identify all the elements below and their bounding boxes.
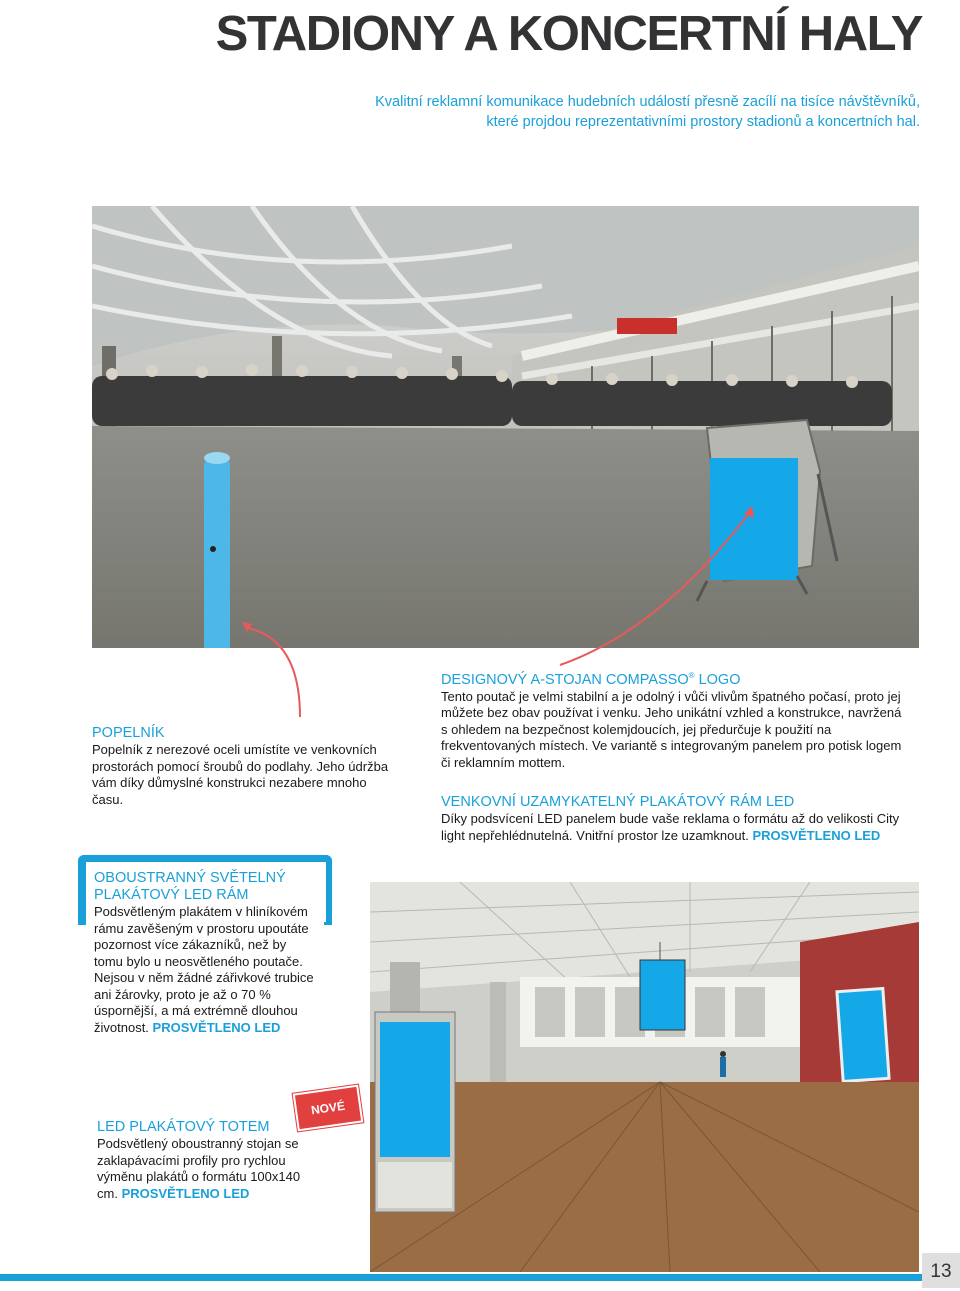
oboustranny-heading-line-2: PLAKÁTOVÝ LED RÁM: [94, 887, 249, 903]
a-stojan-text: Tento poutač je velmi stabilní a je odolný i vůči vlivům špatného počasí, proto jej můžete bez obav používat i venku. Jeho unikátní vzhled a konstrukce, navržená s ohledem na bezpečnost kolemjdoucích, jej předurčuje k použití na frekventovaných místech. Ve variantě s integrovaným panelem pro potisk logem či reklamním mottem.: [441, 688, 902, 770]
popelnik-text: Popelník z nerezové oceli umístíte ve venkovních prostorách pomocí šroubů do podlahy. Jeho údržba vám díky důmyslné konstrukci nezabere mnoho času.: [92, 742, 389, 807]
arrow-ashtray: [248, 628, 300, 717]
hall-photo: [370, 882, 919, 1272]
section-oboustranny: [94, 870, 316, 1036]
popelnik-heading: POPELNÍK: [92, 725, 165, 741]
registered-mark: ®: [688, 671, 695, 680]
oboustranny-highlight: PROSVĚTLENO LED: [152, 1019, 281, 1035]
section-ram-led: [441, 794, 911, 844]
page-title: STADIONY A KONCERTNÍ HALY: [215, 7, 922, 61]
footer-bar: [0, 1274, 922, 1281]
section-totem: [97, 1119, 322, 1202]
subtitle-line-2: které projdou reprezentativními prostory stadionů a koncertních hal.: [486, 113, 920, 130]
a-stojan-heading-tail: LOGO: [694, 671, 741, 688]
a-stojan-heading-text: DESIGNOVÝ A-STOJAN COMPASSO: [441, 671, 689, 688]
oboustranny-body: Podsvětleným plakátem v hliníkovém rámu zavěšeným v prostoru upoutáte pozornost více zákazníků, než by tomu bylo u neosvětleného poutače. Nejsou v něm žádné zářivkové trubice ani žárovky, proto je až o 70 % úspornější, a má extrémně dlouhou životnost.: [94, 904, 314, 1035]
ram-led-text: [441, 811, 911, 844]
totem-heading: LED PLAKÁTOVÝ TOTEM: [97, 1119, 270, 1135]
totem-highlight: PROSVĚTLENO LED: [121, 1185, 250, 1201]
totem-text: [97, 1136, 322, 1202]
a-stojan-heading: [441, 667, 911, 689]
ram-led-body: Díky podsvícení LED panelem bude vaše reklama o formátu až do velikosti City light nepřehlédnutelná. Vnitřní prostor lze uzamknout.: [441, 811, 900, 843]
subtitle-line-1: Kvalitní reklamní komunikace hudebních událostí přesně zacílí na tisíce návštěvníků,: [375, 94, 920, 110]
hall-illustration: [370, 882, 919, 1272]
ram-led-heading: VENKOVNÍ UZAMYKATELNÝ PLAKÁTOVÝ RÁM LED: [441, 794, 795, 810]
arrow-a-stand: [560, 512, 750, 665]
ram-led-highlight: PROSVĚTLENO LED: [752, 827, 881, 843]
oboustranny-heading-line-1: OBOUSTRANNÝ SVĚTELNÝ: [94, 870, 286, 886]
oboustranny-text: [94, 904, 316, 1036]
section-a-stojan: [441, 667, 911, 771]
section-popelnik: [92, 725, 392, 808]
page-number: 13: [922, 1253, 960, 1288]
totem-body: Podsvětlený oboustranný stojan se zaklapávacími profily pro rychlou výměnu plakátů o formátu 100x140 cm.: [97, 1136, 301, 1201]
new-badge: NOVÉ: [293, 1085, 364, 1132]
